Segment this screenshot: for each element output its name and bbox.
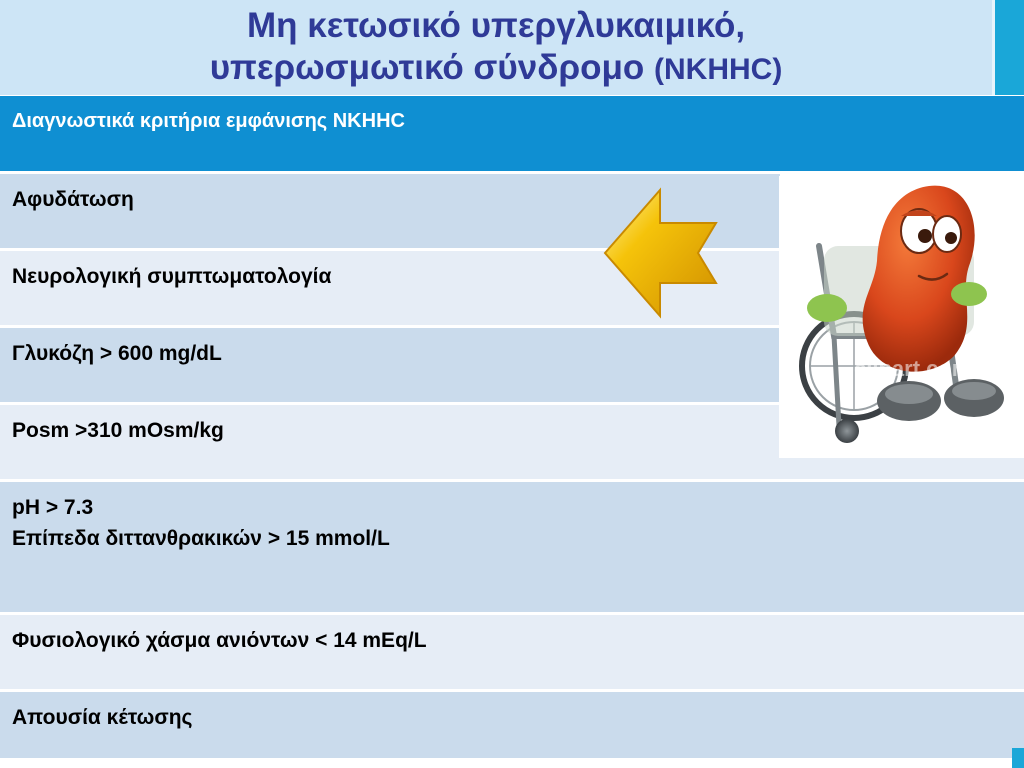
kidney-character-illustration [779, 176, 1024, 458]
title-accent-bar [992, 0, 1024, 95]
title-line-2-main: υπερωσμωτικό σύνδρομο [209, 47, 645, 87]
table-row [0, 615, 1024, 689]
title-accent-edge [992, 0, 995, 95]
watermark-text: clipart.com [854, 356, 972, 381]
bottom-accent-bar [1012, 748, 1024, 768]
row-text: Posm >310 mOsm/kg [12, 419, 224, 442]
row-text: Νευρολογική συμπτωματολογία [12, 265, 332, 288]
left-arrow-icon [602, 185, 720, 321]
row-text: Αφυδάτωση [12, 188, 134, 211]
table-header [0, 96, 1024, 171]
row-text: Επίπεδα διττανθρακικών > 15 mmol/L [12, 527, 390, 550]
table-row [0, 328, 780, 402]
slide-title [0, 0, 992, 95]
title-line-2 [210, 47, 783, 91]
row-text: Απουσία κέτωσης [12, 706, 193, 729]
table-row [0, 482, 1024, 612]
table-header-label: Διαγνωστικά κριτήρια εμφάνισης NKHHC [12, 110, 405, 132]
kidney-wheelchair-icon [779, 176, 1024, 458]
title-line-1: Μη κετωσικό υπεργλυκαιμικό, [246, 5, 746, 45]
row-text: pH > 7.3 [12, 496, 94, 519]
title-abbreviation: (NKHHC) [654, 52, 783, 86]
row-text: Γλυκόζη > 600 mg/dL [12, 342, 222, 365]
row-text: Φυσιολογικό χάσμα ανιόντων < 14 mEq/L [12, 629, 427, 652]
table-row [0, 692, 1024, 758]
